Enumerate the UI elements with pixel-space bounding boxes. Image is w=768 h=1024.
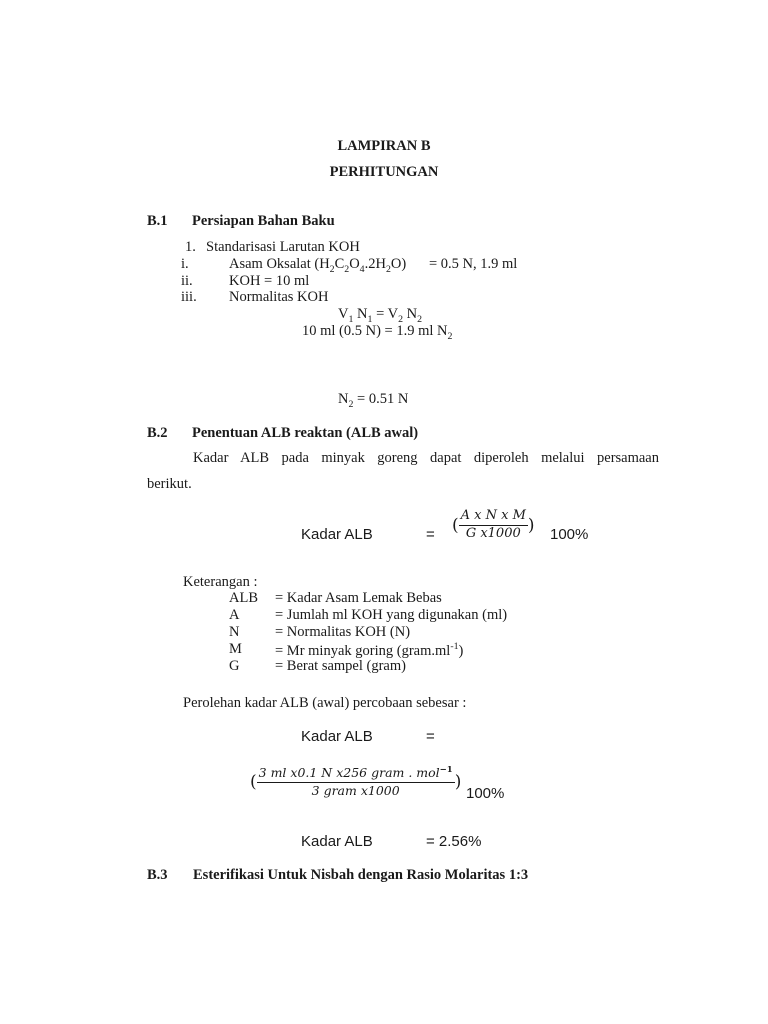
sub-item-iii-number: iii. <box>181 289 197 305</box>
legend-description: = Mr minyak goring $(gram.ml^{-1})$ <box>275 641 464 659</box>
result-value: = 2.56% <box>426 833 482 850</box>
paragraph-line-2: berikut. <box>147 476 192 492</box>
page-subtitle: PERHITUNGAN <box>329 164 439 180</box>
sub-item-iii-text: Normalitas KOH <box>229 289 329 305</box>
section-b2-heading: Penentuan ALB reaktan (ALB awal) <box>192 425 419 441</box>
equation-v1n1: $V_1$ $N_1 = V_2$ $N_2$ <box>338 306 423 325</box>
formula-fraction: ( $\frac{\text{A x N x M}}{\text{G x1000}}$ ) <box>452 508 535 541</box>
sub-item-i-text: Asam Oksalat $(H_2C_2O_4.2H_2O)$ <box>229 256 407 275</box>
legend-description: = Normalitas KOH (N) <box>275 624 411 640</box>
legend-description: = Berat sampel (gram) <box>275 658 406 674</box>
legend-symbol: ALB <box>229 590 258 606</box>
legend-description: = Jumlah ml KOH yang digunakan (ml) <box>275 607 508 623</box>
formula-label: Kadar ALB <box>301 526 373 543</box>
page-title: LAMPIRAN B <box>337 138 431 154</box>
result-intro: Perolehan kadar ALB (awal) percobaan sebesar : <box>183 695 467 711</box>
equation-substitution: 10 ml (0.5 N) = 1.9 ml $N_2$ <box>302 323 453 342</box>
formula-equals: = <box>426 526 435 543</box>
legend-title: Keterangan : <box>183 574 258 590</box>
result-label: Kadar ALB <box>301 833 373 850</box>
calc-equals: = <box>426 728 435 745</box>
sub-item-i-value: = 0.5 N, 1.9 ml <box>429 256 518 272</box>
legend-symbol: N <box>229 624 240 640</box>
sub-item-ii-text: KOH = 10 ml <box>229 273 310 289</box>
sub-item-i-number: i. <box>181 256 189 272</box>
equation-result: $N_2 = 0.51$ N <box>338 391 409 410</box>
section-b1-heading: Persiapan Bahan Baku <box>192 213 335 229</box>
section-b1-number: B.1 <box>147 213 168 229</box>
section-b3-number: B.3 <box>147 867 168 883</box>
calc-fraction: ( $\frac{3 ml x0.1 N x256 gram . mol^{-1}}{\text{3 gram x1000}}$ ) <box>250 765 462 798</box>
list-item-number: 1. <box>185 239 196 255</box>
legend-symbol: M <box>229 641 242 657</box>
sub-item-ii-number: ii. <box>181 273 193 289</box>
legend-symbol: G <box>229 658 240 674</box>
calc-label: Kadar ALB <box>301 728 373 745</box>
section-b2-number: B.2 <box>147 425 168 441</box>
legend-description: = Kadar Asam Lemak Bebas <box>275 590 442 606</box>
section-b3-heading: Esterifikasi Untuk Nisbah dengan Rasio Molaritas 1:3 <box>193 867 529 883</box>
legend-symbol: A <box>229 607 240 623</box>
paragraph-line-1: Kadar ALB pada minyak goreng dapat diperoleh melalui persamaan <box>193 450 659 466</box>
calc-percent: 100% <box>466 785 505 802</box>
list-item-label: Standarisasi Larutan KOH <box>206 239 360 255</box>
formula-percent: 100% <box>550 526 589 543</box>
